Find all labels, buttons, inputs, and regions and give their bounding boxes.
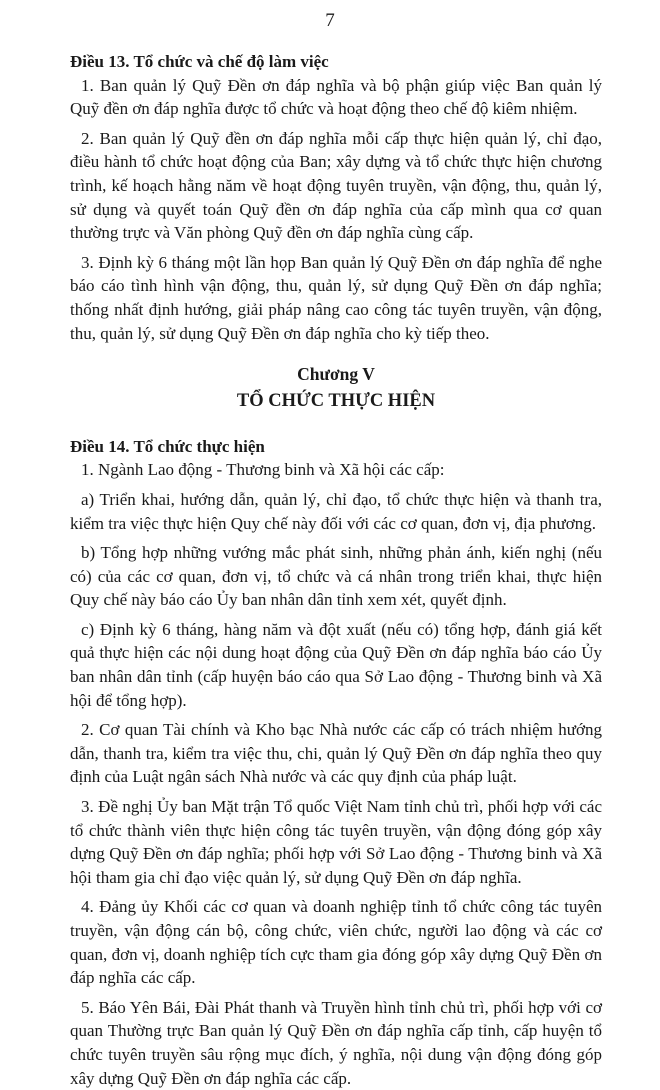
article-14-item-1b: b) Tổng hợp những vướng mắc phát sinh, những phản ánh, kiến nghị (nếu có) của các cơ quan, đơn vị, tổ chức và cá nhân trong triển khai, thực hiện Quy chế này báo cáo Ủy ban nhân dân tỉnh xem xét, quyết định. <box>70 543 602 610</box>
article-14-item-2: 2. Cơ quan Tài chính và Kho bạc Nhà nước các cấp có trách nhiệm hướng dẫn, thanh tra, kiểm tra việc thu, chi, quản lý Quỹ Đền ơn đáp nghĩa theo quy định của Luật ngân sách Nhà nước và các quy định của pháp luật. <box>70 720 602 787</box>
article-14 <box>70 435 602 1090</box>
chapter-header <box>70 363 602 415</box>
article-14-item-1a: a) Triển khai, hướng dẫn, quản lý, chỉ đạo, tổ chức thực hiện và thanh tra, kiểm tra việc thực hiện Quy chế này đối với các cơ quan, đơn vị, địa phương. <box>70 489 602 533</box>
article-13-paragraph-3: 3. Định kỳ 6 tháng một lần họp Ban quản lý Quỹ Đền ơn đáp nghĩa để nghe báo cáo tình hình vận động, thu, quản lý, sử dụng Quỹ Đền ơn đáp nghĩa; thống nhất định hướng, giải pháp nâng cao công tác tuyên truyền, vận động, thu, quản lý, sử dụng Quỹ Đền ơn đáp nghĩa cho kỳ tiếp theo. <box>70 252 602 343</box>
article-14-item-1: 1. Ngành Lao động - Thương binh và Xã hội các cấp: <box>81 460 445 480</box>
article-14-item-5: 5. Báo Yên Bái, Đài Phát thanh và Truyền hình tỉnh chủ trì, phối hợp với cơ quan Thường trực Ban quản lý Quỹ Đền ơn đáp nghĩa cấp tỉnh, cấp huyện tổ chức tuyên truyền sâu rộng mục đích, ý nghĩa, nội dung vận động đóng góp xây dựng Quỹ Đền ơn đáp nghĩa các cấp. <box>70 997 602 1088</box>
article-13-paragraph-1: 1. Ban quản lý Quỹ Đền ơn đáp nghĩa và bộ phận giúp việc Ban quản lý Quỹ đền ơn đáp nghĩa được tổ chức và hoạt động theo chế độ kiêm nhiệm. <box>70 75 602 119</box>
chapter-label: Chương V <box>297 364 375 385</box>
article-14-item-3: 3. Đề nghị Ủy ban Mặt trận Tổ quốc Việt Nam tỉnh chủ trì, phối hợp với các tổ chức thành viên thực hiện công tác tuyên truyền, vận động đóng góp xây dựng Quỹ Đền ơn đáp nghĩa; phối hợp với Sở Lao động - Thương binh và Xã hội tham gia chỉ đạo việc quản lý, sử dụng Quỹ Đền ơn đáp nghĩa. <box>70 797 602 887</box>
article-13-heading: Điều 13. Tổ chức và chế độ làm việc <box>70 52 329 71</box>
article-13 <box>70 50 602 345</box>
article-14-item-4: 4. Đảng ủy Khối các cơ quan và doanh nghiệp tỉnh tổ chức công tác tuyên truyền, vận động cán bộ, công chức, viên chức, người lao động và các cơ quan, đơn vị, doanh nghiệp tích cực tham gia đóng góp xây dựng Quỹ Đền ơn đáp nghĩa các cấp. <box>70 897 602 988</box>
article-14-heading: Điều 14. Tổ chức thực hiện <box>70 436 265 456</box>
document-body <box>70 50 602 1090</box>
page-number: 7 <box>325 10 335 31</box>
article-14-item-1c: c) Định kỳ 6 tháng, hàng năm và đột xuất (nếu có) tổng hợp, đánh giá kết quả thực hiện các nội dung hoạt động của Quỹ Đền ơn đáp nghĩa báo cáo Ủy ban nhân dân tỉnh (cấp huyện báo cáo qua Sở Lao động - Thương binh và Xã hội để tổng hợp). <box>70 619 602 710</box>
chapter-title: TỔ CHỨC THỰC HIỆN <box>236 390 436 411</box>
article-13-paragraph-2: 2. Ban quản lý Quỹ đền ơn đáp nghĩa mỗi cấp thực hiện quản lý, chỉ đạo, điều hành tổ chức hoạt động của Ban; xây dựng và tổ chức thực hiện chương trình, kế hoạch hằng năm về hoạt động tuyên truyền, vận động, thu, quản lý, sử dụng và quyết toán Quỹ đền ơn đáp nghĩa của cấp mình qua cơ quan thường trực và Văn phòng Quỹ đền ơn đáp nghĩa cùng cấp. <box>70 128 602 243</box>
